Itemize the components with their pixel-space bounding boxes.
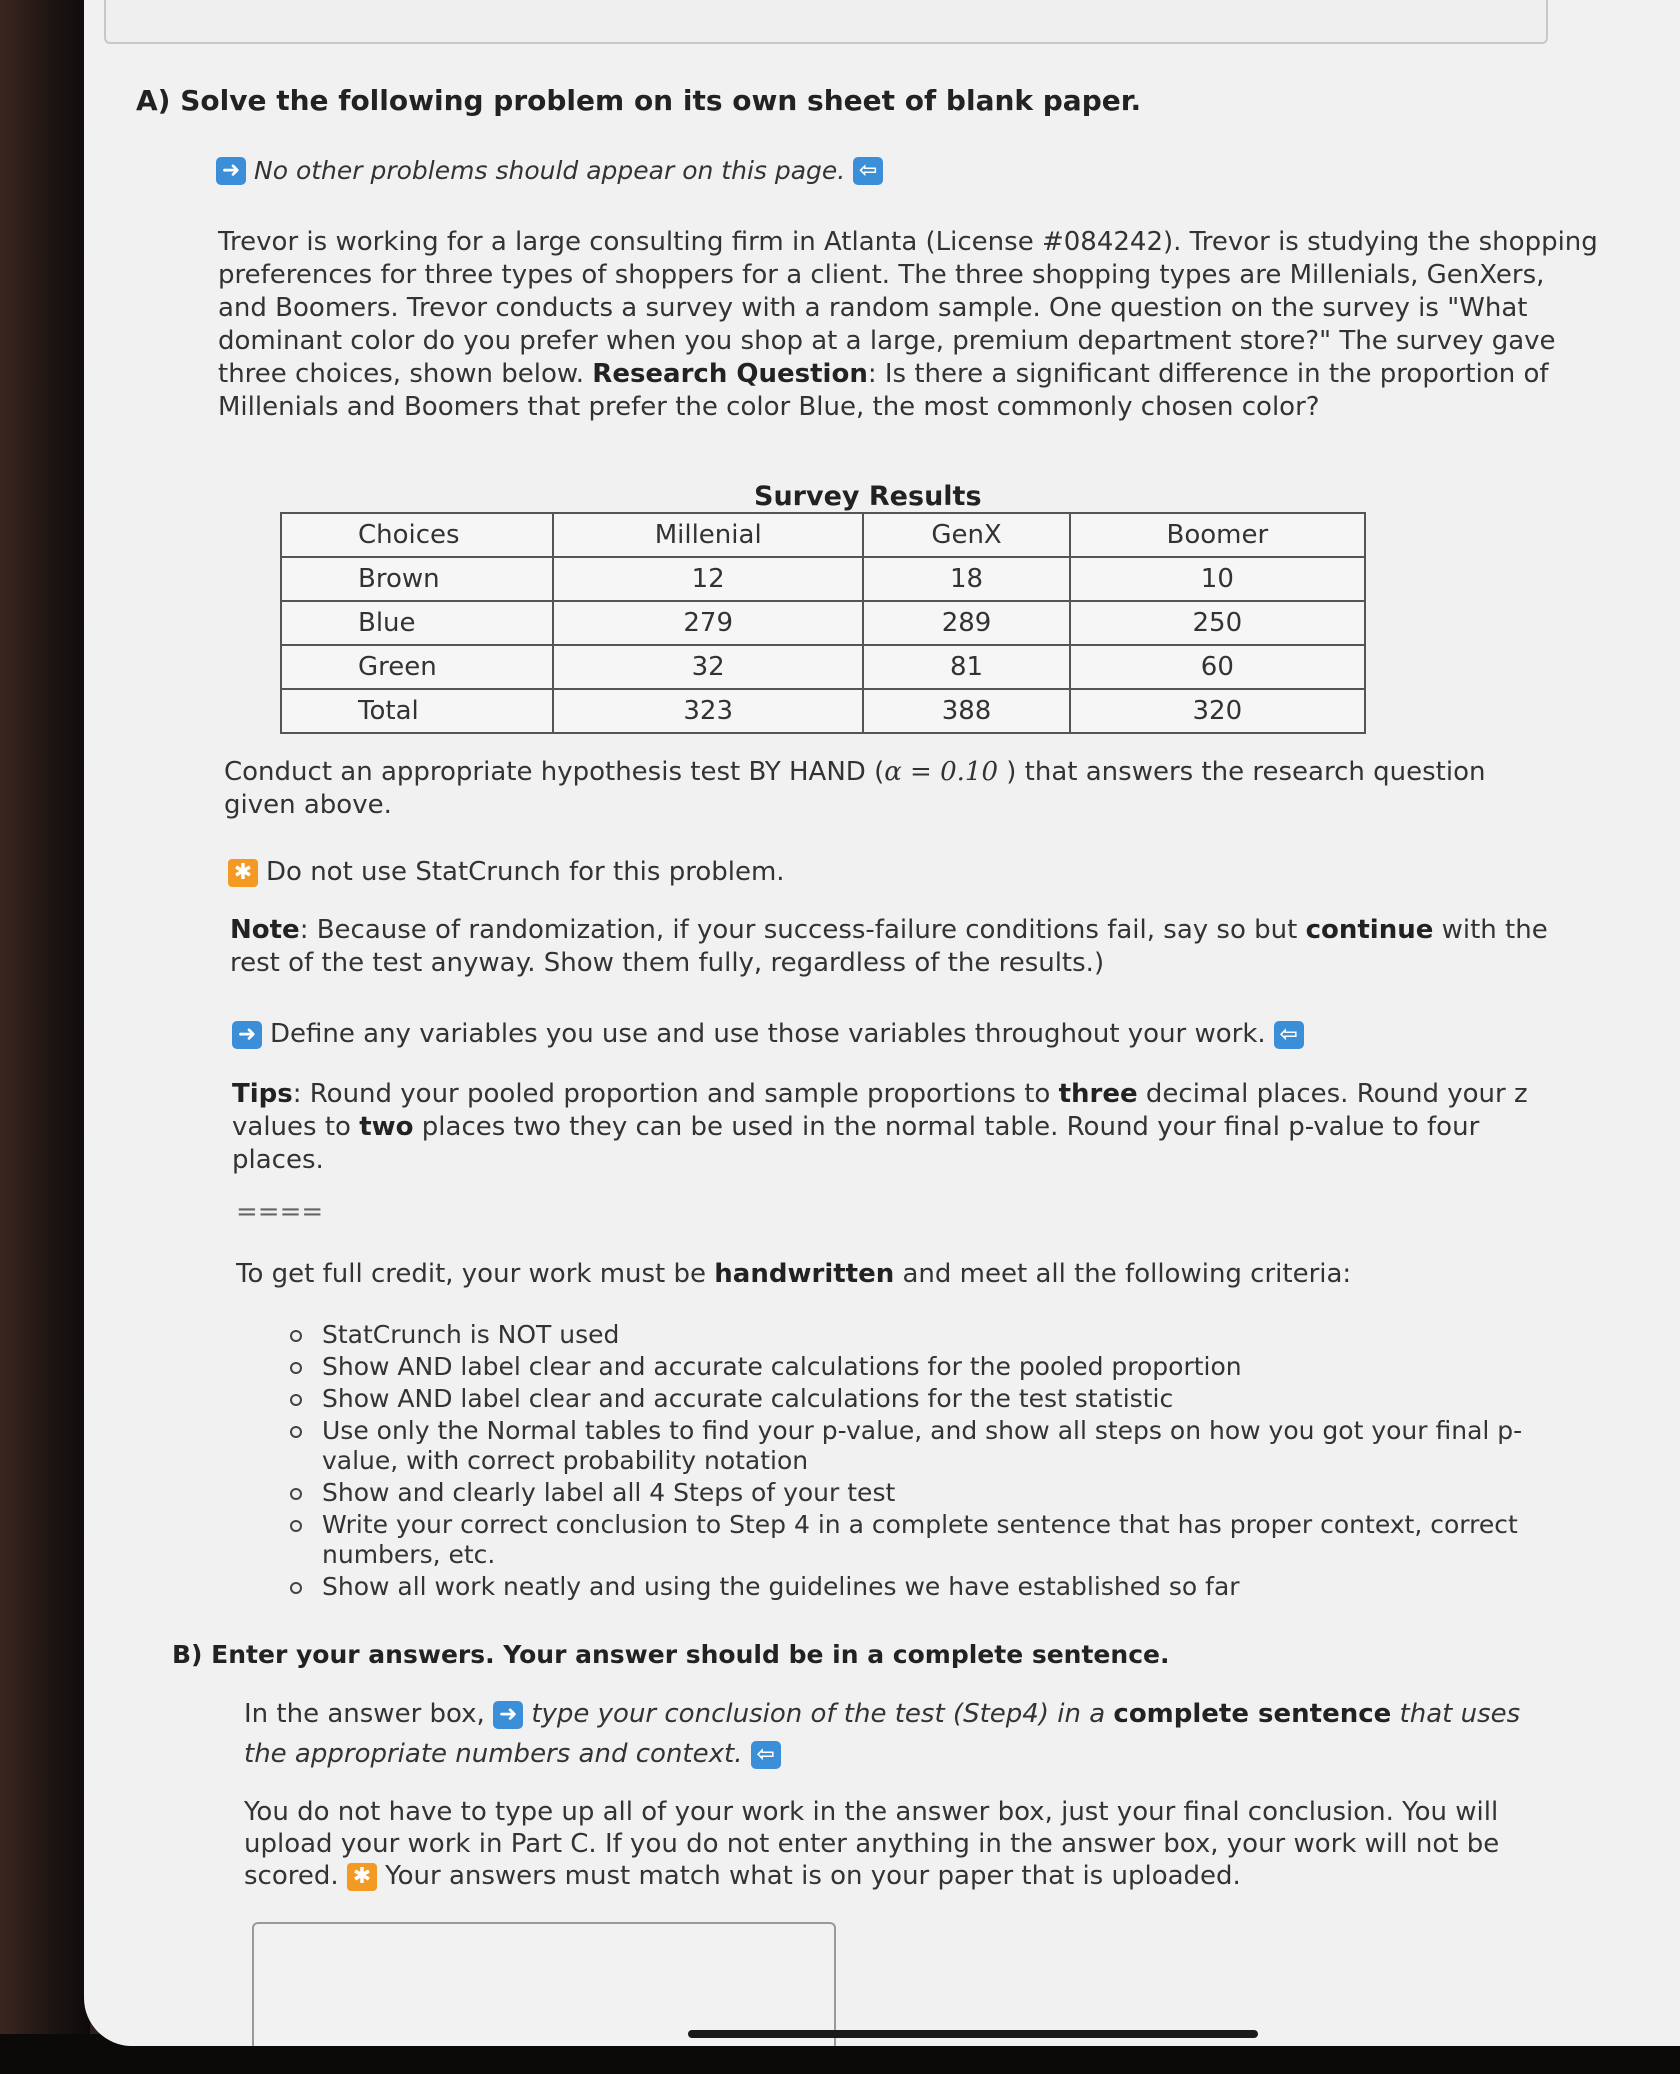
page-note-text: No other problems should appear on this page. [254, 156, 846, 185]
upload-info-text: You do not have to type up all of your work in the answer box, just your final conclusion. You will upload your work in Part C. If you do not enter anything in the answer box, your work will not be scored. [244, 1797, 1500, 1891]
table-cell: 10 [1070, 557, 1365, 601]
table-row [281, 601, 1365, 645]
tips-bold: three [1058, 1079, 1138, 1109]
header-cell: GenX [863, 513, 1069, 557]
table-cell: Green [281, 645, 553, 689]
statcrunch-warning-text: Do not use StatCrunch for this problem. [266, 857, 785, 887]
table-cell: 388 [863, 689, 1069, 733]
conduct-text-end: ) that answers the research question given above. [224, 757, 1486, 820]
table-header-row [281, 513, 1365, 557]
answer-box-instruction [244, 1694, 1544, 1774]
survey-results-table [280, 512, 1366, 734]
tips-text: decimal places. Round your z values to [232, 1079, 1528, 1142]
question-content [84, 0, 1680, 2046]
credit-instruction [236, 1258, 1576, 1291]
arrow-left-icon: ⇦ [751, 1741, 781, 1769]
device-bezel [0, 0, 90, 2074]
screen [84, 0, 1680, 2046]
tips-text: places two they can be used in the normal table. Round your final p-value to four places. [232, 1112, 1480, 1175]
table-cell: 60 [1070, 645, 1365, 689]
criteria-list [284, 1320, 1584, 1604]
list-item: Show AND label clear and accurate calculations for the pooled proportion [284, 1352, 1584, 1382]
conduct-instruction [224, 756, 1564, 822]
table-row [281, 645, 1365, 689]
alpha-value: α = 0.10 [884, 757, 998, 787]
match-warning-text: Your answers must match what is on your paper that is uploaded. [385, 1861, 1241, 1891]
header-cell: Choices [281, 513, 553, 557]
table-cell: 81 [863, 645, 1069, 689]
note-label: Note [230, 915, 300, 945]
table-cell: Brown [281, 557, 553, 601]
header-cell: Boomer [1070, 513, 1365, 557]
arrow-left-icon: ⇦ [853, 157, 883, 185]
part-a-heading: A) Solve the following problem on its own sheet of blank paper. [136, 84, 1142, 117]
conduct-text: Conduct an appropriate hypothesis test BY HAND ( [224, 757, 885, 787]
table-cell: 323 [553, 689, 863, 733]
star-icon: ✱ [228, 859, 258, 887]
tips-bold: two [359, 1112, 414, 1142]
table-cell: Total [281, 689, 553, 733]
list-item: StatCrunch is NOT used [284, 1320, 1584, 1350]
header-cell: Millenial [553, 513, 863, 557]
define-variables-text: Define any variables you use and use those variables throughout your work. [270, 1019, 1266, 1049]
tips-label: Tips [232, 1079, 293, 1109]
statcrunch-warning [228, 856, 785, 889]
upload-info [244, 1796, 1544, 1892]
page-note [216, 156, 883, 185]
define-variables-instruction [232, 1018, 1304, 1051]
table-cell: 32 [553, 645, 863, 689]
separator: ==== [236, 1197, 324, 1227]
table-title: Survey Results [754, 481, 982, 512]
table-cell: 279 [553, 601, 863, 645]
table-row [281, 689, 1365, 733]
arrow-left-icon: ⇦ [1274, 1021, 1304, 1049]
table-cell: 320 [1070, 689, 1365, 733]
home-indicator[interactable] [688, 2030, 1258, 2038]
instruction-bold: complete sentence [1113, 1699, 1392, 1729]
list-item: Show AND label clear and accurate calculations for the test statistic [284, 1384, 1584, 1414]
tips-text: : Round your pooled proportion and sample proportions to [292, 1079, 1059, 1109]
note-text-end: with the rest of the test anyway. Show them fully, regardless of the results.) [230, 915, 1548, 978]
list-item: Show all work neatly and using the guidelines we have established so far [284, 1572, 1584, 1602]
table-cell: 289 [863, 601, 1069, 645]
table-cell: Blue [281, 601, 553, 645]
credit-text: To get full credit, your work must be [236, 1259, 715, 1289]
answer-input[interactable] [252, 1922, 836, 2046]
list-item: Show and clearly label all 4 Steps of your test [284, 1478, 1584, 1508]
table-cell: 250 [1070, 601, 1365, 645]
rounding-tips [232, 1078, 1572, 1177]
list-item: Use only the Normal tables to find your p-value, and show all steps on how you got your final p-value, with correct probability notation [284, 1416, 1584, 1476]
problem-statement [218, 226, 1598, 424]
research-question-label: Research Question [592, 359, 868, 389]
part-b-heading: B) Enter your answers. Your answer should be in a complete sentence. [172, 1640, 1170, 1669]
randomization-note [230, 914, 1570, 980]
credit-text-end: and meet all the following criteria: [894, 1259, 1352, 1289]
credit-bold: handwritten [714, 1259, 895, 1289]
note-bold: continue [1305, 915, 1434, 945]
table-cell: 18 [863, 557, 1069, 601]
note-text: : Because of randomization, if your success-failure conditions fail, say so but [299, 915, 1306, 945]
instruction-italic: type your conclusion of the test (Step4) in a [531, 1699, 1114, 1729]
research-question-text: : Is there a significant difference in the proportion of Millenials and Boomers that prefer the color Blue, the most commonly chosen color? [218, 359, 1549, 422]
list-item: Write your correct conclusion to Step 4 in a complete sentence that has proper context, correct numbers, etc. [284, 1510, 1584, 1570]
arrow-right-icon: ➜ [216, 157, 246, 185]
star-icon: ✱ [347, 1863, 377, 1891]
table-cell: 12 [553, 557, 863, 601]
arrow-right-icon: ➜ [493, 1701, 523, 1729]
problem-text: Trevor is working for a large consulting firm in Atlanta (License #084242). Trevor is studying the shopping preferences for three types of shoppers for a client. The three shopping types are Millenials, GenXers, and Boomers. Trevor conducts a survey with a random sample. One question on the survey is "What dominant color do you prefer when you shop at a large, premium department store?" The survey gave three choices, shown below. [218, 227, 1598, 389]
instruction-text: In the answer box, [244, 1699, 494, 1729]
arrow-right-icon: ➜ [232, 1021, 262, 1049]
table-row [281, 557, 1365, 601]
instruction-italic-end: that uses the appropriate numbers and context. [244, 1699, 1521, 1769]
